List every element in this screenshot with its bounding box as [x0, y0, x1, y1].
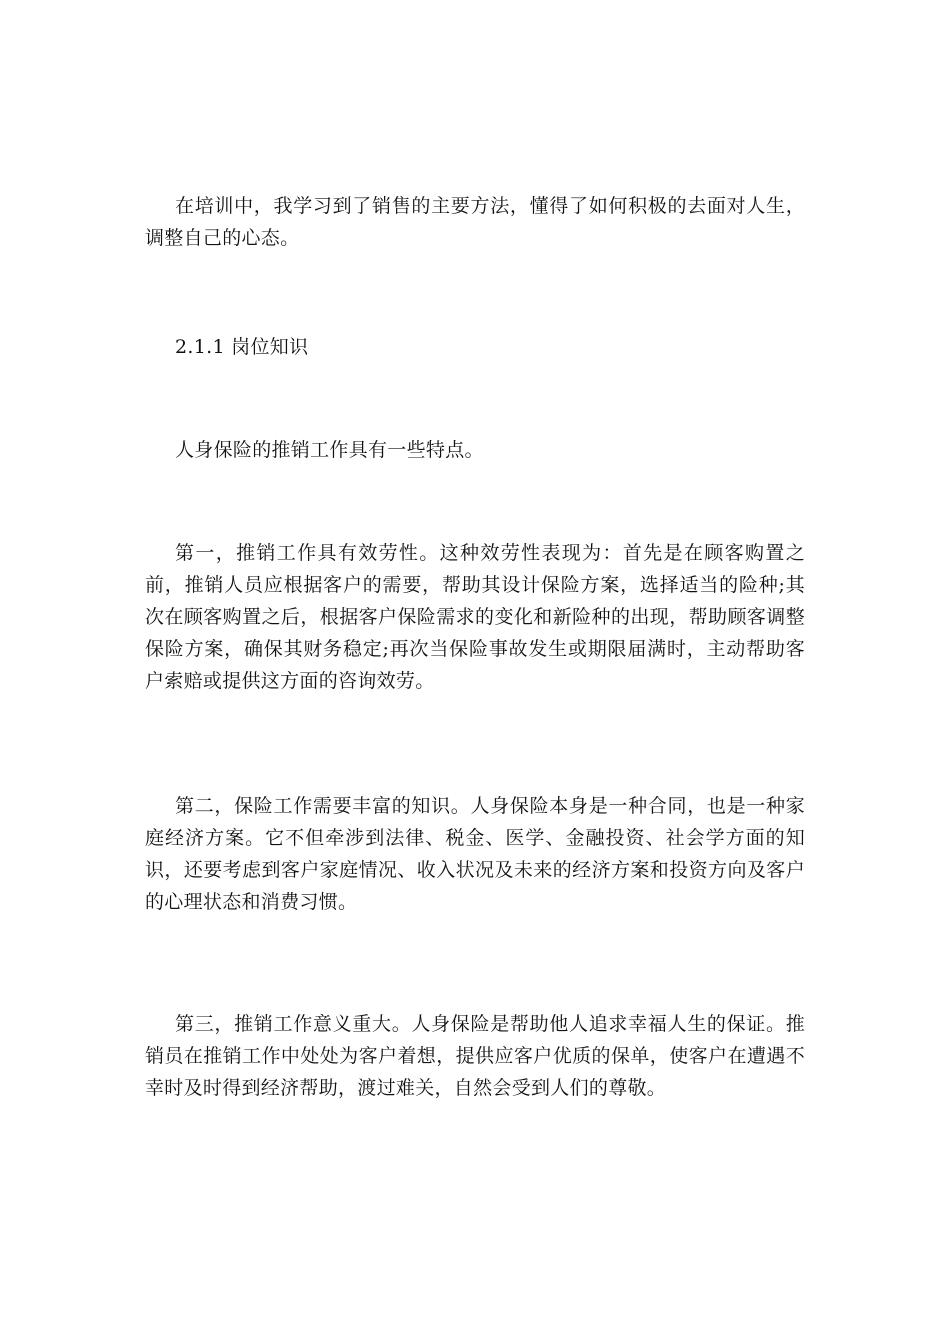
paragraph-third-feature: 第三，推销工作意义重大。人身保险是帮助他人追求幸福人生的保证。推销员在推销工作中处处为客户着想，提供应客户优质的保单，使客户在遭遇不幸时及时得到经济帮助，渡过难关，自然会受到人们的尊敬。: [145, 1013, 805, 1099]
paragraph-first-feature: 第一，推销工作具有效劳性。这种效劳性表现为：首先是在顾客购置之前，推销人员应根据客户的需要，帮助其设计保险方案，选择适当的险种;其次在顾客购置之后，根据客户保险需求的变化和新险种的出现，帮助顾客调整保险方案，确保其财务稳定;再次当保险事故发生或期限届满时，主动帮助客户索赔或提供这方面的咨询效劳。: [145, 542, 805, 692]
paragraph-second-feature: 第二，保险工作需要丰富的知识。人身保险本身是一种合同，也是一种家庭经济方案。它不但牵涉到法律、税金、医学、金融投资、社会学方面的知识，还要考虑到客户家庭情况、收入状况及未来的经济方案和投资方向及客户的心理状态和消费习惯。: [145, 795, 805, 913]
paragraph-training-summary: 在培训中，我学习到了销售的主要方法，懂得了如何积极的去面对人生，调整自己的心态。: [145, 195, 805, 249]
paragraph-sales-features-intro: 人身保险的推销工作具有一些特点。: [175, 439, 484, 461]
section-heading-job-knowledge: 2.1.1 岗位知识: [175, 336, 309, 358]
